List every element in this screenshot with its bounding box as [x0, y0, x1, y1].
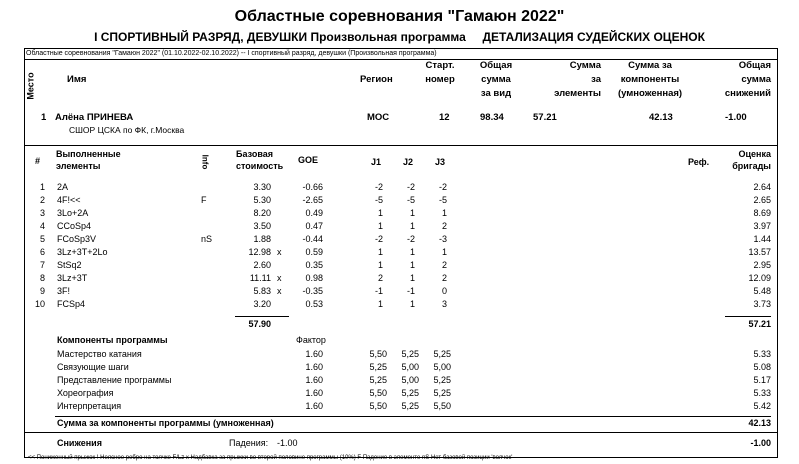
components-header-label: Компоненты программы [57, 335, 168, 345]
element-row [25, 234, 777, 247]
element-row [25, 286, 777, 299]
element-j2: 1 [409, 221, 415, 231]
element-row [25, 299, 777, 312]
element-name: 3Lz+3T [57, 273, 88, 283]
element-j1: -2 [374, 234, 383, 244]
element-row [25, 247, 777, 260]
component-factor: 1.60 [305, 401, 323, 411]
skater-total: 98.34 [480, 112, 504, 123]
element-base-value: 1.88 [253, 234, 271, 244]
element-goe: -0.35 [302, 286, 323, 296]
el-score-header: Оценка бригады [732, 149, 771, 171]
component-row [25, 375, 777, 388]
element-name: 4F!<< [57, 195, 81, 205]
element-base-value: 12.98 [248, 247, 271, 257]
elements-total-row [25, 319, 777, 332]
element-row [25, 195, 777, 208]
element-name: FCoSp3V [57, 234, 97, 244]
skater-deductions: -1.00 [725, 112, 747, 123]
divider [235, 316, 289, 317]
divider [25, 145, 777, 146]
elements-total-score: 57.21 [748, 319, 771, 329]
legend-footnote: << Пониженный прыжок ! Неясное ребро на толчке F/Lz x Надбавка за прыжки во второй половине программы (10%) F Падение в элементе nS Нет базовой позиции 'волчок' [28, 455, 513, 461]
element-name: 3F! [57, 286, 71, 296]
component-j3: 5,50 [433, 401, 451, 411]
element-num: 9 [39, 286, 45, 296]
subtitle-category: I СПОРТИВНЫЙ РАЗРЯД, ДЕВУШКИ Произвольная программа [94, 30, 466, 44]
element-j2: -2 [406, 234, 415, 244]
subtitle-report: ДЕТАЛИЗАЦИЯ СУДЕЙСКИХ ОЦЕНОК [482, 30, 705, 44]
component-score: 5.42 [753, 401, 771, 411]
element-name: CCoSp4 [57, 221, 92, 231]
component-name: Хореография [57, 388, 114, 398]
element-j1: 2 [377, 273, 383, 283]
element-base-value: 5.83 [253, 286, 271, 296]
deductions-label: Снижения [57, 438, 102, 448]
element-j2: 1 [409, 299, 415, 309]
page-title: Областные соревнования "Гамаюн 2022" [234, 8, 565, 25]
element-num: 3 [39, 208, 45, 218]
el-ref-header: Реф. [688, 157, 710, 167]
deductions-total: -1.00 [750, 438, 771, 448]
col-components-header: Сумма за компоненты (умноженная) [617, 60, 683, 99]
component-factor: 1.60 [305, 375, 323, 385]
component-name: Представление программы [57, 375, 172, 385]
deductions-row [25, 438, 777, 451]
element-num: 2 [39, 195, 45, 205]
element-score: 3.97 [753, 221, 771, 231]
element-num: 4 [39, 221, 45, 231]
deductions-detail-label: Падения: [229, 438, 269, 448]
component-row [25, 349, 777, 362]
element-score: 1.44 [753, 234, 771, 244]
element-num: 6 [39, 247, 45, 257]
element-num: 5 [39, 234, 45, 244]
component-j1: 5,25 [369, 375, 387, 385]
element-goe: 0.47 [305, 221, 323, 231]
element-base-value: 11.11 [249, 273, 271, 283]
skater-name: Алёна ПРИНЕВА [55, 112, 134, 123]
component-factor: 1.60 [305, 349, 323, 359]
component-j2: 5,25 [401, 401, 419, 411]
element-j3: 0 [441, 286, 447, 296]
element-score: 13.57 [748, 247, 771, 257]
components-total-score: 42.13 [748, 418, 771, 428]
element-j1: 1 [377, 221, 383, 231]
component-j2: 5,25 [401, 349, 419, 359]
component-j1: 5,50 [369, 349, 387, 359]
element-base-value: 2.60 [253, 260, 271, 270]
element-j3: -5 [438, 195, 447, 205]
element-bonus-mark: x [277, 273, 282, 283]
el-j1-header: J1 [371, 157, 382, 167]
col-start-header: Старт. номер [425, 60, 455, 85]
skater-club: СШОР ЦСКА по ФК, г.Москва [69, 125, 185, 135]
element-goe: 0.98 [305, 273, 323, 283]
element-base-value: 3.30 [253, 182, 271, 192]
components-factor-row [25, 335, 777, 348]
el-goe-header: GOE [298, 155, 319, 165]
el-base-header: Базовая стоимость [236, 149, 284, 171]
element-j3: -2 [438, 182, 447, 192]
divider [55, 416, 771, 417]
element-num: 7 [39, 260, 45, 270]
element-score: 2.95 [753, 260, 771, 270]
component-j1: 5,50 [369, 401, 387, 411]
element-score: 12.09 [748, 273, 771, 283]
scoresheet-frame [24, 48, 778, 458]
col-name-header: Имя [67, 74, 87, 85]
element-score: 2.65 [753, 195, 771, 205]
element-score: 5.48 [753, 286, 771, 296]
col-total-header: Общая сумма за вид [479, 60, 513, 99]
element-goe: 0.49 [305, 208, 323, 218]
element-goe: 0.53 [305, 299, 323, 309]
element-base-value: 3.20 [253, 299, 271, 309]
components-total-label: Сумма за компоненты программы (умноженная) [57, 418, 274, 428]
element-name: 3Lz+3T+2Lo [57, 247, 108, 257]
element-j2: 1 [409, 208, 415, 218]
component-name: Интерпретация [57, 401, 122, 411]
element-num: 10 [34, 299, 45, 309]
element-j2: 1 [409, 273, 415, 283]
skater-place: 1 [41, 112, 47, 123]
element-j3: 1 [441, 208, 447, 218]
element-goe: 0.35 [305, 260, 323, 270]
component-j1: 5,50 [369, 388, 387, 398]
component-j2: 5,25 [401, 388, 419, 398]
element-j1: -5 [374, 195, 383, 205]
component-score: 5.08 [753, 362, 771, 372]
element-j1: -2 [374, 182, 383, 192]
component-j2: 5,00 [401, 375, 419, 385]
col-elements-header: Сумма за элементы [554, 60, 601, 99]
components-total-row [25, 418, 777, 431]
divider [25, 432, 777, 433]
element-j3: 2 [441, 273, 447, 283]
element-goe: -0.44 [302, 234, 323, 244]
element-j3: 2 [441, 221, 447, 231]
element-j1: -1 [374, 286, 383, 296]
element-score: 8.69 [753, 208, 771, 218]
el-info-header: Info [200, 154, 210, 170]
elements-total-base: 57.90 [248, 319, 271, 329]
component-name: Связующие шаги [57, 362, 129, 372]
element-row [25, 273, 777, 286]
element-goe: -2.65 [302, 195, 323, 205]
component-score: 5.33 [753, 349, 771, 359]
element-score: 2.64 [753, 182, 771, 192]
component-row [25, 388, 777, 401]
component-factor: 1.60 [305, 362, 323, 372]
element-j3: 1 [441, 247, 447, 257]
el-num-header: # [35, 156, 41, 166]
element-j3: 3 [441, 299, 447, 309]
skater-club-row [25, 125, 777, 138]
component-score: 5.33 [753, 388, 771, 398]
element-goe: -0.66 [302, 182, 323, 192]
element-row [25, 182, 777, 195]
element-name: 2A [57, 182, 69, 192]
element-name: StSq2 [57, 260, 82, 270]
element-base-value: 8.20 [253, 208, 271, 218]
component-row [25, 401, 777, 414]
component-j3: 5,25 [433, 375, 451, 385]
element-base-value: 5.30 [253, 195, 271, 205]
skater-elements: 57.21 [533, 112, 557, 123]
element-goe: 0.59 [305, 247, 323, 257]
element-name: FCSp4 [57, 299, 86, 309]
element-row [25, 208, 777, 221]
element-bonus-mark: x [277, 286, 282, 296]
element-j1: 1 [377, 299, 383, 309]
el-name-header: Выполненные элементы [56, 149, 121, 171]
skater-region: МОС [367, 112, 390, 123]
component-j1: 5,25 [369, 362, 387, 372]
divider [725, 316, 771, 317]
element-j1: 1 [377, 260, 383, 270]
element-base-value: 3.50 [253, 221, 271, 231]
element-j2: 1 [409, 260, 415, 270]
element-row [25, 260, 777, 273]
element-bonus-mark: x [277, 247, 282, 257]
element-row [25, 221, 777, 234]
element-num: 1 [39, 182, 45, 192]
component-j2: 5,00 [401, 362, 419, 372]
component-j3: 5,25 [433, 388, 451, 398]
event-line: Областные соревнования "Гамаюн 2022" (01.10.2022-02.10.2022) -- I спортивный разряд, девушки (Произвольная программа) [26, 50, 437, 57]
element-j1: 1 [377, 247, 383, 257]
components-factor-header: Фактор [296, 335, 326, 345]
el-j3-header: J3 [435, 157, 446, 167]
skater-row [25, 112, 777, 125]
element-num: 8 [39, 273, 45, 283]
component-score: 5.17 [753, 375, 771, 385]
element-name: 3Lo+2A [57, 208, 89, 218]
page-subtitle [0, 30, 799, 44]
element-info: nS [201, 234, 213, 244]
component-factor: 1.60 [305, 388, 323, 398]
component-name: Мастерство катания [57, 349, 142, 359]
element-j3: 2 [441, 260, 447, 270]
element-j2: -2 [406, 182, 415, 192]
element-score: 3.73 [753, 299, 771, 309]
element-info: F [201, 195, 207, 205]
component-j3: 5,25 [433, 349, 451, 359]
skater-start-no: 12 [439, 112, 450, 123]
element-j2: -1 [406, 286, 415, 296]
col-place-header: Место [25, 72, 36, 100]
component-j3: 5,00 [433, 362, 451, 372]
component-row [25, 362, 777, 375]
element-j2: -5 [406, 195, 415, 205]
element-j2: 1 [409, 247, 415, 257]
skater-components: 42.13 [649, 112, 673, 123]
element-j3: -3 [438, 234, 447, 244]
deductions-detail-value: -1.00 [277, 438, 298, 448]
el-j2-header: J2 [403, 157, 414, 167]
col-deductions-header: Общая сумма снижений [724, 60, 771, 99]
element-j1: 1 [377, 208, 383, 218]
col-region-header: Регион [360, 74, 393, 85]
